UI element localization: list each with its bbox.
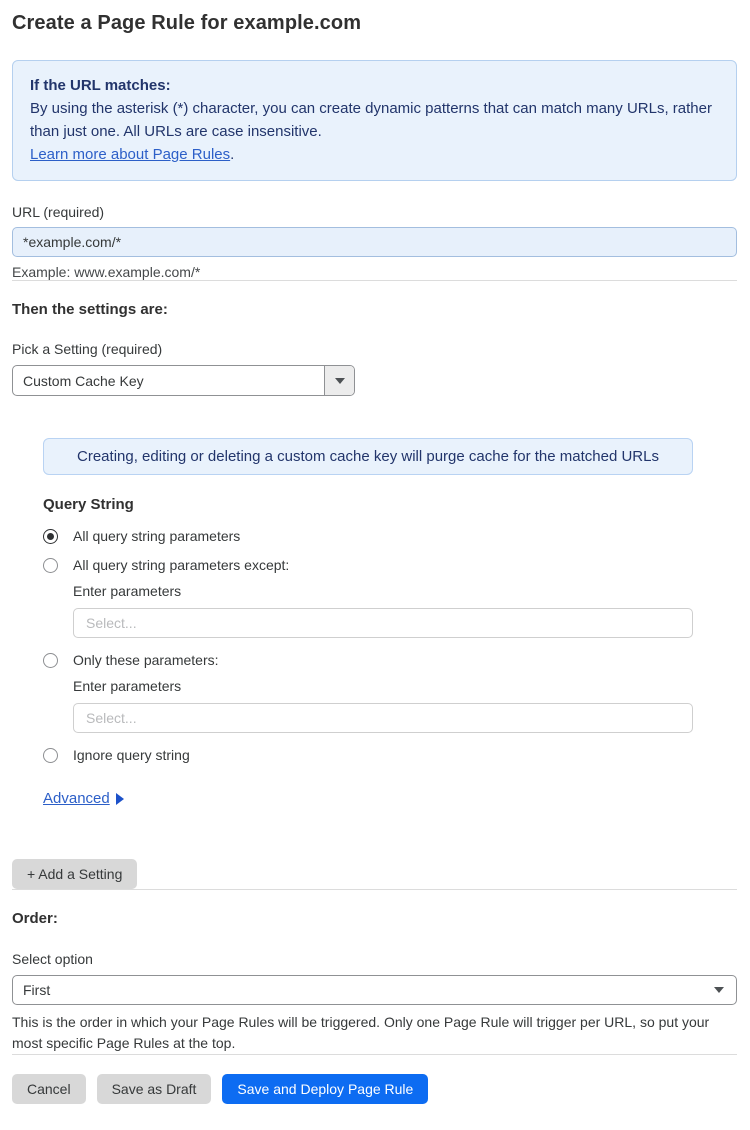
- cache-key-notice: Creating, editing or deleting a custom cache key will purge cache for the matched URLs: [43, 438, 693, 475]
- footer-actions: [12, 1074, 737, 1104]
- order-help-text: This is the order in which your Page Rules will be triggered. Only one Page Rule will trigger per URL, so put your most specific Page Rules at the top.: [12, 1014, 710, 1051]
- setting-select-arrow-button[interactable]: [324, 366, 354, 395]
- radio-label[interactable]: All query string parameters except:: [73, 557, 290, 573]
- enter-parameters-label: Enter parameters: [73, 678, 182, 694]
- chevron-right-icon: [116, 793, 124, 805]
- order-heading: Order:: [12, 910, 58, 927]
- settings-section-heading: Then the settings are:: [12, 301, 168, 318]
- only-params-block: [73, 678, 737, 733]
- radio-label[interactable]: Only these parameters:: [73, 652, 219, 668]
- radio-option-all-except[interactable]: [43, 557, 737, 573]
- radio-option-ignore-qs[interactable]: [43, 747, 737, 763]
- chevron-down-icon: [335, 378, 345, 384]
- radio-button[interactable]: [43, 653, 58, 668]
- order-select[interactable]: [12, 975, 737, 1005]
- except-params-input[interactable]: [73, 608, 693, 638]
- radio-button[interactable]: [43, 558, 58, 573]
- url-input[interactable]: [12, 227, 737, 257]
- radio-label[interactable]: Ignore query string: [73, 747, 190, 763]
- chevron-down-icon: [714, 987, 724, 993]
- advanced-link[interactable]: Advanced: [43, 790, 110, 807]
- divider: [12, 280, 737, 281]
- query-string-heading: Query String: [43, 496, 134, 513]
- page-title: Create a Page Rule for example.com: [12, 12, 362, 34]
- radio-option-only-these[interactable]: [43, 652, 737, 668]
- pick-setting-label: Pick a Setting (required): [12, 341, 163, 357]
- order-select-value: First: [23, 982, 51, 998]
- setting-select-value: Custom Cache Key: [23, 372, 144, 389]
- radio-button[interactable]: [43, 748, 58, 763]
- add-setting-button[interactable]: + Add a Setting: [12, 859, 137, 889]
- radio-option-all-params[interactable]: [43, 528, 737, 544]
- radio-button[interactable]: [43, 529, 58, 544]
- url-field-label: URL (required): [12, 204, 105, 220]
- url-match-info-box: [12, 60, 737, 181]
- info-box-heading: If the URL matches:: [30, 77, 171, 94]
- save-draft-button[interactable]: Save as Draft: [97, 1074, 212, 1104]
- only-params-input[interactable]: [73, 703, 693, 733]
- divider: [12, 889, 737, 890]
- except-params-block: [73, 583, 737, 638]
- cancel-button[interactable]: Cancel: [12, 1074, 86, 1104]
- radio-label[interactable]: All query string parameters: [73, 528, 241, 544]
- info-box-link-line: Learn more about Page Rules.: [30, 146, 235, 163]
- setting-select[interactable]: [12, 365, 355, 396]
- advanced-toggle[interactable]: [43, 790, 737, 807]
- info-box-body: By using the asterisk (*) character, you can create dynamic patterns that can match many URLs, rather than just one. All URLs are case insensitive.: [30, 100, 712, 140]
- enter-parameters-label: Enter parameters: [73, 583, 182, 599]
- learn-more-link[interactable]: Learn more about Page Rules: [30, 146, 231, 163]
- order-select-label: Select option: [12, 951, 93, 967]
- url-example-text: Example: www.example.com/*: [12, 264, 201, 280]
- save-deploy-button[interactable]: Save and Deploy Page Rule: [222, 1074, 428, 1104]
- divider: [12, 1054, 737, 1055]
